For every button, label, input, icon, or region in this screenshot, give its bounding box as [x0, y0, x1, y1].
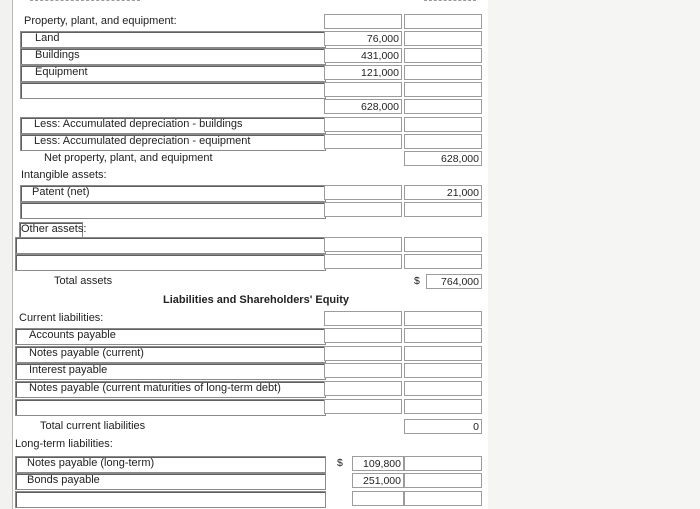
ppe-subtotal-col2[interactable]	[404, 99, 482, 114]
other-blank-2-col1[interactable]	[324, 254, 402, 269]
ppe-blank-col1[interactable]	[324, 82, 402, 97]
liabilities-section-title: Liabilities and Shareholders' Equity	[163, 294, 349, 306]
liabilities-title-row	[12, 292, 488, 310]
land-row	[12, 30, 488, 48]
acc-dep-equipment-col1[interactable]	[324, 134, 402, 149]
notes-payable-lt-dollar: $	[337, 457, 343, 469]
accounts-payable-row	[12, 327, 488, 345]
patent-label: Patent (net)	[32, 186, 90, 198]
notes-payable-lt-row	[12, 455, 488, 473]
current-blank-row	[12, 398, 488, 416]
equipment-col2[interactable]	[404, 65, 482, 80]
ppe-blank-label-box[interactable]	[20, 82, 326, 99]
interest-payable-col2[interactable]	[404, 363, 482, 378]
ppe-header-row	[12, 13, 488, 31]
page-margin	[488, 0, 700, 509]
net-ppe-value[interactable]: 628,000	[404, 151, 482, 166]
notes-payable-lt-value[interactable]: 109,800	[352, 456, 404, 471]
total-current-row	[12, 418, 488, 436]
ppe-header: Property, plant, and equipment:	[24, 15, 177, 27]
bonds-payable-label: Bonds payable	[27, 474, 100, 486]
longterm-header-row	[12, 436, 488, 454]
total-current-value[interactable]: 0	[404, 419, 482, 434]
notes-payable-lt-current-label: Notes payable (current maturities of long-term debt)	[29, 382, 281, 394]
current-header-col2[interactable]	[404, 311, 482, 326]
other-blank-box-1[interactable]	[15, 237, 326, 254]
other-blank-2-col2[interactable]	[404, 254, 482, 269]
land-value[interactable]: 76,000	[324, 31, 402, 46]
notes-payable-lt-current-row	[12, 380, 488, 398]
notes-payable-lt-label: Notes payable (long-term)	[27, 457, 155, 469]
bonds-payable-col2[interactable]	[404, 473, 482, 488]
buildings-value[interactable]: 431,000	[324, 48, 402, 63]
ppe-header-col1[interactable]	[324, 14, 402, 29]
buildings-label: Buildings	[35, 49, 80, 61]
buildings-row	[12, 47, 488, 65]
notes-payable-lt-current-col2[interactable]	[404, 381, 482, 396]
longterm-header: Long-term liabilities:	[15, 438, 113, 450]
net-ppe-row	[12, 150, 488, 168]
bottom-partial-row	[12, 490, 488, 508]
other-assets-header: Other assets:	[21, 223, 87, 235]
current-blank-box[interactable]	[15, 399, 326, 416]
intangible-header: Intangible assets:	[21, 169, 107, 181]
notes-payable-current-col2[interactable]	[404, 346, 482, 361]
other-blank-row-1	[12, 236, 488, 254]
equipment-row	[12, 64, 488, 82]
accounts-payable-label: Accounts payable	[29, 329, 116, 341]
patent-col1[interactable]	[324, 185, 402, 200]
total-assets-label: Total assets	[54, 275, 113, 287]
acc-dep-buildings-col1[interactable]	[324, 117, 402, 132]
intangible-blank-row	[12, 201, 488, 219]
top-dashed-rule-right	[424, 0, 476, 5]
ppe-blank-row	[12, 81, 488, 99]
notes-payable-lt-col2[interactable]	[404, 456, 482, 471]
current-liabilities-header: Current liabilities:	[19, 312, 104, 324]
notes-payable-lt-current-col1[interactable]	[324, 381, 402, 396]
land-label: Land	[35, 32, 60, 44]
accounts-payable-col2[interactable]	[404, 328, 482, 343]
bonds-payable-value[interactable]: 251,000	[352, 473, 404, 488]
equipment-value[interactable]: 121,000	[324, 65, 402, 80]
buildings-col2[interactable]	[404, 48, 482, 63]
intangible-blank-col1[interactable]	[324, 202, 402, 217]
ppe-subtotal-row	[12, 98, 488, 116]
acc-dep-equipment-row	[12, 133, 488, 151]
ppe-blank-col2[interactable]	[404, 82, 482, 97]
notes-payable-current-row	[12, 345, 488, 363]
top-dashed-rule	[30, 0, 140, 5]
interest-payable-row	[12, 362, 488, 380]
acc-dep-equipment-col2[interactable]	[404, 134, 482, 149]
total-assets-row	[12, 273, 488, 291]
bonds-payable-row	[12, 472, 488, 490]
current-blank-col1[interactable]	[324, 399, 402, 414]
ppe-header-col2[interactable]	[404, 14, 482, 29]
equipment-label: Equipment	[35, 66, 88, 78]
current-blank-col2[interactable]	[404, 399, 482, 414]
acc-dep-buildings-label: Less: Accumulated depreciation - buildings	[34, 118, 243, 130]
interest-payable-label: Interest payable	[29, 364, 108, 376]
intangible-blank-box[interactable]	[20, 202, 326, 219]
intangible-header-row	[12, 167, 488, 185]
patent-value[interactable]: 21,000	[404, 185, 482, 200]
bottom-partial-col2[interactable]	[404, 491, 482, 506]
land-label-box[interactable]	[20, 31, 326, 48]
total-assets-dollar: $	[414, 275, 420, 287]
bottom-partial-box[interactable]	[15, 491, 326, 508]
other-blank-1-col1[interactable]	[324, 237, 402, 252]
accounts-payable-col1[interactable]	[324, 328, 402, 343]
intangible-blank-col2[interactable]	[404, 202, 482, 217]
notes-payable-current-label: Notes payable (current)	[29, 347, 144, 359]
ppe-subtotal-value[interactable]: 628,000	[324, 99, 402, 114]
acc-dep-equipment-label: Less: Accumulated depreciation - equipment	[34, 135, 251, 147]
other-blank-row-2	[12, 253, 488, 271]
bottom-partial-col1[interactable]	[352, 491, 404, 506]
other-blank-1-col2[interactable]	[404, 237, 482, 252]
total-assets-value[interactable]: 764,000	[426, 274, 482, 289]
patent-row	[12, 184, 488, 202]
current-header-col1[interactable]	[324, 311, 402, 326]
net-ppe-label: Net property, plant, and equipment	[44, 152, 213, 164]
acc-dep-buildings-row	[12, 116, 488, 134]
other-blank-box-2[interactable]	[15, 254, 326, 271]
notes-payable-current-col1[interactable]	[324, 346, 402, 361]
current-liabilities-header-row	[12, 310, 488, 328]
total-current-label: Total current liabilities	[40, 420, 146, 432]
land-col2[interactable]	[404, 31, 482, 46]
acc-dep-buildings-col2[interactable]	[404, 117, 482, 132]
interest-payable-col1[interactable]	[324, 363, 402, 378]
